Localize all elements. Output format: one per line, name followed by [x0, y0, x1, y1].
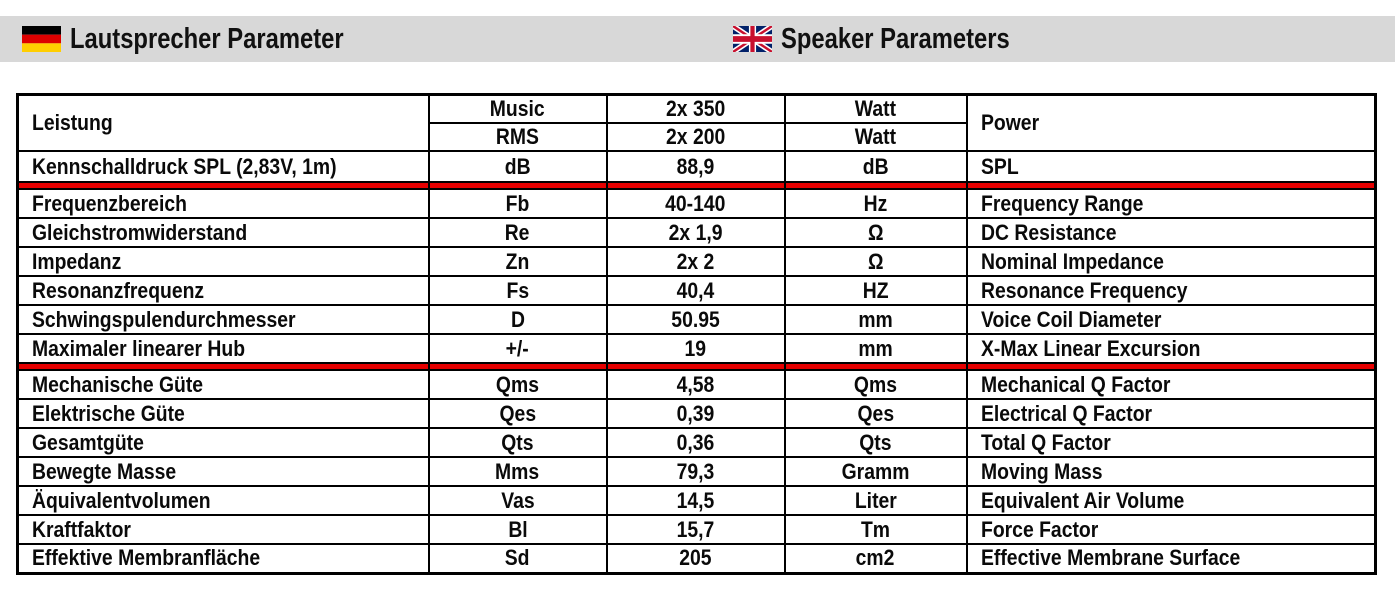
- param-label-de: [18, 544, 429, 573]
- param-unit: [785, 151, 967, 182]
- param-symbol: [429, 151, 607, 182]
- param-symbol-text: Sd: [505, 545, 530, 571]
- table-row-force-factor: [18, 515, 1376, 544]
- param-unit-text: HZ: [862, 277, 889, 303]
- param-label-de-text: Elektrische Güte: [32, 400, 185, 426]
- param-value-text: 50.95: [671, 306, 720, 332]
- table-row-electrical-q: [18, 399, 1376, 428]
- param-label-de: [18, 247, 429, 276]
- param-value: [607, 515, 785, 544]
- param-symbol: [429, 247, 607, 276]
- red-separator-cell: [429, 182, 607, 189]
- param-label-en-text: Power: [980, 110, 1039, 135]
- param-value: [607, 123, 785, 151]
- param-label-en-text: Moving Mass: [980, 458, 1103, 484]
- param-symbol-text: D: [510, 306, 525, 332]
- param-symbol-text: Zn: [505, 248, 530, 274]
- param-value-text: 79,3: [676, 458, 715, 484]
- param-unit-text: cm2: [856, 545, 895, 571]
- param-unit: [785, 486, 967, 515]
- param-value: [607, 95, 785, 124]
- param-label-de-text: Gleichstromwiderstand: [32, 219, 248, 245]
- param-symbol: [429, 95, 607, 124]
- param-unit: [785, 457, 967, 486]
- param-unit: [785, 95, 967, 124]
- red-separator-cell: [607, 363, 785, 370]
- param-label-de: [18, 334, 429, 363]
- uk-flag-icon: [733, 26, 772, 52]
- param-label-en-text: Total Q Factor: [980, 429, 1111, 455]
- param-unit: [785, 515, 967, 544]
- table-row-frequency-range: [18, 189, 1376, 218]
- page-title-german: Lautsprecher Parameter: [70, 22, 344, 55]
- param-label-en-text: Resonance Frequency: [980, 277, 1188, 303]
- param-value: [607, 305, 785, 334]
- param-label-de: [18, 457, 429, 486]
- param-label-de: [18, 428, 429, 457]
- red-separator-cell: [18, 363, 429, 370]
- table-row-resonance-frequency: [18, 276, 1376, 305]
- param-value-text: 2x 350: [665, 96, 726, 121]
- param-value: [607, 486, 785, 515]
- red-separator-cell: [607, 182, 785, 189]
- param-symbol-text: Bl: [507, 516, 528, 542]
- param-label-en: [967, 457, 1376, 486]
- param-unit: [785, 334, 967, 363]
- param-label-de-text: Maximaler linearer Hub: [32, 335, 246, 361]
- param-unit: [785, 428, 967, 457]
- table-row-total-q: [18, 428, 1376, 457]
- param-symbol: [429, 457, 607, 486]
- param-value-text: 0,39: [676, 400, 715, 426]
- red-separator-cell: [785, 363, 967, 370]
- param-value-text: 2x 200: [665, 124, 726, 149]
- param-unit-text: Watt: [854, 124, 897, 149]
- param-value-text: 205: [679, 545, 712, 571]
- param-value: [607, 151, 785, 182]
- param-value-text: 40-140: [665, 190, 726, 216]
- param-label-en: [967, 95, 1376, 152]
- param-symbol: [429, 515, 607, 544]
- header-group-english: [733, 16, 1060, 62]
- table-row-moving-mass: [18, 457, 1376, 486]
- param-unit: [785, 544, 967, 573]
- param-value: [607, 544, 785, 573]
- param-value: [607, 276, 785, 305]
- param-value: [607, 457, 785, 486]
- param-label-en-text: SPL: [980, 153, 1019, 179]
- param-label-de-text: Mechanische Güte: [32, 371, 204, 397]
- table-row-power-music: [18, 95, 1376, 124]
- param-symbol-text: Fs: [506, 277, 529, 303]
- param-label-en-text: Mechanical Q Factor: [980, 371, 1170, 397]
- param-label-de: [18, 305, 429, 334]
- param-unit: [785, 123, 967, 151]
- param-label-de-text: Impedanz: [32, 248, 122, 274]
- param-label-en-text: Nominal Impedance: [980, 248, 1164, 274]
- param-symbol: [429, 399, 607, 428]
- param-label-de: [18, 151, 429, 182]
- param-label-de: [18, 486, 429, 515]
- param-symbol: [429, 218, 607, 247]
- param-label-en-text: Effective Membrane Surface: [980, 545, 1240, 571]
- param-label-de-text: Kraftfaktor: [32, 516, 131, 542]
- param-unit-text: Ω: [867, 248, 884, 274]
- param-unit: [785, 247, 967, 276]
- param-label-de: [18, 218, 429, 247]
- header-group-german: [22, 16, 404, 62]
- param-label-de-text: Kennschalldruck SPL (2,83V, 1m): [32, 153, 337, 179]
- param-symbol-text: Fb: [505, 190, 530, 216]
- param-label-en-text: Equivalent Air Volume: [980, 487, 1184, 513]
- param-label-en: [967, 305, 1376, 334]
- param-symbol-text: Music: [490, 96, 545, 121]
- param-value: [607, 399, 785, 428]
- param-value: [607, 370, 785, 399]
- param-label-de-text: Leistung: [32, 110, 113, 135]
- table-row-xmax-linear-excursion: [18, 334, 1376, 363]
- table-row-spl: [18, 151, 1376, 182]
- param-unit-text: Qms: [853, 371, 898, 397]
- param-label-en: [967, 486, 1376, 515]
- param-label-de: [18, 276, 429, 305]
- param-label-de: [18, 189, 429, 218]
- param-unit-text: Tm: [860, 516, 891, 542]
- param-symbol-text: Re: [505, 219, 530, 245]
- param-label-en: [967, 399, 1376, 428]
- param-label-en-text: DC Resistance: [980, 219, 1117, 245]
- param-label-de-text: Resonanzfrequenz: [32, 277, 205, 303]
- param-symbol-text: Qms: [495, 371, 540, 397]
- param-label-de-text: Schwingspulendurchmesser: [32, 306, 296, 332]
- red-separator: [18, 182, 1376, 189]
- param-symbol-text: dB: [504, 153, 531, 179]
- param-label-en: [967, 151, 1376, 182]
- param-unit-text: mm: [858, 306, 893, 332]
- param-unit-text: Liter: [854, 487, 897, 513]
- param-symbol: [429, 544, 607, 573]
- param-label-en: [967, 276, 1376, 305]
- param-label-de-text: Effektive Membranfläche: [32, 545, 261, 571]
- param-symbol: [429, 486, 607, 515]
- param-label-en-text: X-Max Linear Excursion: [980, 335, 1200, 361]
- param-label-en-text: Voice Coil Diameter: [980, 306, 1161, 332]
- param-label-en: [967, 544, 1376, 573]
- param-label-de-text: Frequenzbereich: [32, 190, 187, 216]
- param-label-de: [18, 95, 429, 152]
- param-unit: [785, 370, 967, 399]
- param-label-de: [18, 399, 429, 428]
- table-row-effective-membrane-surface: [18, 544, 1376, 573]
- red-separator-cell: [429, 363, 607, 370]
- param-value-text: 14,5: [676, 487, 715, 513]
- param-value-text: 2x 2: [676, 248, 715, 274]
- speaker-parameters-table: [16, 93, 1377, 575]
- param-symbol-text: Vas: [500, 487, 535, 513]
- param-label-en: [967, 428, 1376, 457]
- param-label-en: [967, 334, 1376, 363]
- table-row-equivalent-air-volume: [18, 486, 1376, 515]
- param-value-text: 15,7: [676, 516, 715, 542]
- param-unit: [785, 276, 967, 305]
- param-symbol: [429, 123, 607, 151]
- param-unit-text: Qts: [859, 429, 892, 455]
- table-row-dc-resistance: [18, 218, 1376, 247]
- param-label-en-text: Frequency Range: [980, 190, 1143, 216]
- header-bar: [0, 16, 1395, 62]
- param-unit: [785, 305, 967, 334]
- param-symbol: [429, 305, 607, 334]
- param-symbol-text: Qts: [501, 429, 534, 455]
- param-unit-text: Watt: [854, 96, 897, 121]
- param-symbol-text: Qes: [499, 400, 536, 426]
- param-value: [607, 189, 785, 218]
- param-value: [607, 218, 785, 247]
- param-unit-text: Hz: [863, 190, 888, 216]
- param-label-en: [967, 218, 1376, 247]
- param-label-de-text: Bewegte Masse: [32, 458, 177, 484]
- table-row-nominal-impedance: [18, 247, 1376, 276]
- param-symbol-text: RMS: [495, 124, 540, 149]
- param-unit: [785, 399, 967, 428]
- param-value: [607, 428, 785, 457]
- param-label-de: [18, 515, 429, 544]
- param-value-text: 19: [684, 335, 707, 361]
- param-unit-text: dB: [862, 153, 889, 179]
- param-unit: [785, 189, 967, 218]
- param-label-en: [967, 189, 1376, 218]
- red-separator-cell: [967, 182, 1376, 189]
- param-value-text: 40,4: [676, 277, 715, 303]
- param-value-text: 0,36: [676, 429, 715, 455]
- param-value-text: 4,58: [676, 371, 715, 397]
- param-unit: [785, 218, 967, 247]
- param-symbol: [429, 276, 607, 305]
- param-unit-text: Gramm: [841, 458, 910, 484]
- red-separator-cell: [785, 182, 967, 189]
- param-label-de: [18, 370, 429, 399]
- red-separator: [18, 363, 1376, 370]
- param-label-en-text: Force Factor: [980, 516, 1098, 542]
- param-unit-text: Ω: [867, 219, 884, 245]
- param-label-de-text: Gesamtgüte: [32, 429, 144, 455]
- param-label-de-text: Äquivalentvolumen: [32, 487, 211, 513]
- param-value: [607, 334, 785, 363]
- param-value-text: 88,9: [676, 153, 715, 179]
- param-label-en-text: Electrical Q Factor: [980, 400, 1152, 426]
- param-symbol: [429, 189, 607, 218]
- param-label-en: [967, 370, 1376, 399]
- param-unit-text: Qes: [857, 400, 894, 426]
- page-title-english: Speaker Parameters: [781, 22, 1010, 55]
- param-unit-text: mm: [858, 335, 893, 361]
- param-value: [607, 247, 785, 276]
- param-symbol: [429, 428, 607, 457]
- red-separator-cell: [18, 182, 429, 189]
- table-row-voice-coil-diameter: [18, 305, 1376, 334]
- table-row-mechanical-q: [18, 370, 1376, 399]
- param-value-text: 2x 1,9: [668, 219, 723, 245]
- param-symbol: [429, 370, 607, 399]
- param-label-en: [967, 247, 1376, 276]
- param-label-en: [967, 515, 1376, 544]
- param-symbol-text: Mms: [495, 458, 540, 484]
- param-symbol-text: +/-: [505, 335, 530, 361]
- german-flag-icon: [22, 26, 61, 52]
- param-symbol: [429, 334, 607, 363]
- red-separator-cell: [967, 363, 1376, 370]
